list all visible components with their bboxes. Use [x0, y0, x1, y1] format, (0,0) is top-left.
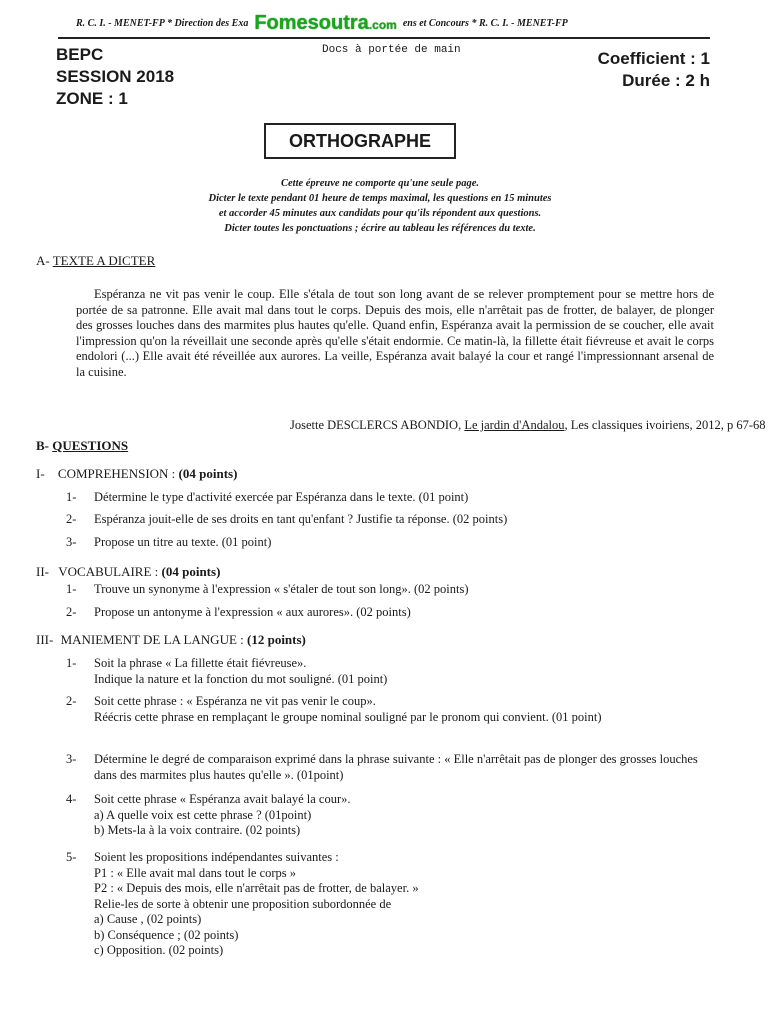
instruction-line: et accorder 45 minutes aux candidats pour qu'ils répondent aux questions.	[218, 208, 542, 219]
exam-meta	[598, 48, 710, 92]
question-number: 4-	[66, 792, 77, 806]
exam-session: SESSION 2018	[56, 67, 175, 86]
brand-logo	[254, 12, 396, 35]
question-subtext: b) Mets-la à la voix contraire. (02 points)	[94, 823, 301, 837]
question-subtext: a) A quelle voix est cette phrase ? (01point)	[94, 807, 312, 822]
group-points: (04 points)	[178, 466, 238, 481]
question-item	[66, 656, 716, 687]
group-title: COMPREHENSION :	[57, 466, 176, 481]
question-subtext: Relie-les de sorte à obtenir une proposition subordonnée de	[94, 896, 392, 911]
question-text: Soit cette phrase : « Espéranza ne vit pas venir le coup».	[94, 694, 376, 708]
question-number: 2-	[66, 694, 77, 708]
question-item	[66, 792, 716, 839]
question-text: Trouve un synonyme à l'expression « s'étaler de tout son long». (02 points)	[94, 582, 469, 596]
question-number: 1-	[66, 582, 77, 596]
banner-left: R. C. I. - MENET-FP * Direction des Exa	[76, 17, 249, 29]
top-divider	[58, 37, 710, 39]
banner-right: ens et Concours * R. C. I. - MENET-FP	[402, 17, 568, 29]
subject-title: ORTHOGRAPHE	[264, 123, 456, 159]
question-item	[66, 694, 716, 725]
question-number: 1-	[66, 490, 77, 504]
question-item	[66, 605, 716, 621]
instructions	[120, 176, 640, 236]
question-number: 2-	[66, 512, 77, 526]
section-b-heading	[36, 438, 128, 454]
question-subtext: b) Conséquence ; (02 points)	[94, 927, 239, 942]
group-heading	[36, 564, 220, 580]
question-text: Détermine le degré de comparaison exprimé dans la phrase suivante : « Elle n'arrêtait pas de plonger des grosses louches dans des marmites plus hautes qu'elle ». (01point)	[94, 752, 698, 782]
citation-author: Josette DESCLERCS ABONDIO,	[290, 418, 462, 432]
question-item	[66, 850, 716, 959]
question-text: Propose un antonyme à l'expression « aux aurores». (02 points)	[94, 605, 411, 619]
question-item	[66, 512, 716, 528]
group-title: MANIEMENT DE LA LANGUE :	[60, 632, 244, 647]
exam-info	[56, 44, 174, 110]
top-banner	[76, 12, 716, 34]
group-points: (12 points)	[247, 632, 306, 647]
question-item	[66, 490, 716, 506]
question-text: Soit la phrase « La fillette était fiévreuse».	[94, 656, 307, 670]
citation-rest: , Les classiques ivoiriens, 2012, p 67-68	[564, 418, 766, 432]
section-a-title: TEXTE A DICTER	[52, 253, 156, 268]
group-points: (04 points)	[161, 564, 221, 579]
duration: Durée : 2 h	[622, 71, 710, 90]
question-text: Soit cette phrase « Espéranza avait balayé la cour».	[94, 792, 351, 806]
instruction-line: Dicter toutes les ponctuations ; écrire au tableau les références du texte.	[224, 223, 536, 234]
section-a-prefix: A-	[36, 253, 50, 268]
question-text: Détermine le type d'activité exercée par Espéranza dans le texte. (01 point)	[94, 490, 469, 504]
question-text: Soient les propositions indépendantes suivantes :	[94, 850, 339, 864]
question-item	[66, 752, 716, 783]
coefficient: Coefficient : 1	[597, 49, 710, 68]
exam-name: BEPC	[56, 45, 104, 64]
question-subtext: Indique la nature et la fonction du mot souligné. (01 point)	[94, 671, 388, 686]
section-b-title: QUESTIONS	[52, 438, 129, 453]
dictation-text	[76, 287, 714, 381]
group-number: II-	[36, 564, 49, 579]
question-subtext: Réécris cette phrase en remplaçant le groupe nominal souligné par le pronom qui convient. (01 point)	[94, 709, 602, 724]
question-subtext: P1 : « Elle avait mal dans tout le corps »	[94, 865, 297, 880]
section-a-heading	[36, 253, 155, 269]
citation-book: Le jardin d'Andalou	[464, 418, 565, 432]
group-number: I-	[36, 466, 45, 481]
question-text: Propose un titre au texte. (01 point)	[94, 535, 272, 549]
question-number: 3-	[66, 535, 77, 549]
instruction-line: Dicter le texte pendant 01 heure de temps maximal, les questions en 15 minutes	[208, 193, 552, 204]
question-subtext: c) Opposition. (02 points)	[94, 943, 224, 957]
question-item	[66, 535, 716, 551]
question-number: 5-	[66, 850, 77, 864]
instruction-line: Cette épreuve ne comporte qu'une seule page.	[280, 178, 479, 189]
brand-name: Fomesoutra	[254, 11, 369, 34]
question-number: 1-	[66, 656, 77, 670]
group-heading	[36, 466, 237, 482]
brand-suffix: .com	[368, 17, 397, 32]
question-subtext: P2 : « Depuis des mois, elle n'arrêtait pas de frotter, de balayer. »	[94, 881, 419, 895]
citation	[290, 418, 765, 433]
question-item	[66, 582, 716, 598]
group-title: VOCABULAIRE :	[58, 564, 159, 579]
group-heading	[36, 632, 306, 648]
question-subtext: a) Cause , (02 points)	[94, 912, 202, 926]
docs-tagline: Docs à portée de main	[322, 44, 461, 56]
dictation-paragraph: Espéranza ne vit pas venir le coup. Elle s'étala de tout son long avant de se relever promptement pour se mettre hors de portée de sa patronne. Elle avait mal dans tout le corps. Depuis des mois, elle n'arrêtait pas de frotter, de balayer, de plonger des grosses louches dans des marmites plus hautes qu'elle. Quand enfin, Espéranza avait la permission de se coucher, elle avait l'impression qu'on la réveillait une seconde après qu'elle s'était endormie. Ce matin-là, la fillette était fiévreuse et avait le corps endolori (...) Elle avait été réveillée aux aurores. La veille, Espéranza avait balayé la cour et rangé l'impressionnant arsenal de la cuisine.	[76, 287, 714, 379]
question-number: 3-	[66, 752, 77, 766]
question-number: 2-	[66, 605, 77, 619]
section-b-prefix: B-	[36, 438, 49, 453]
question-text: Espéranza jouit-elle de ses droits en tant qu'enfant ? Justifie ta réponse. (02 points)	[94, 512, 508, 526]
group-number: III-	[36, 632, 54, 647]
exam-zone: ZONE : 1	[56, 89, 128, 108]
